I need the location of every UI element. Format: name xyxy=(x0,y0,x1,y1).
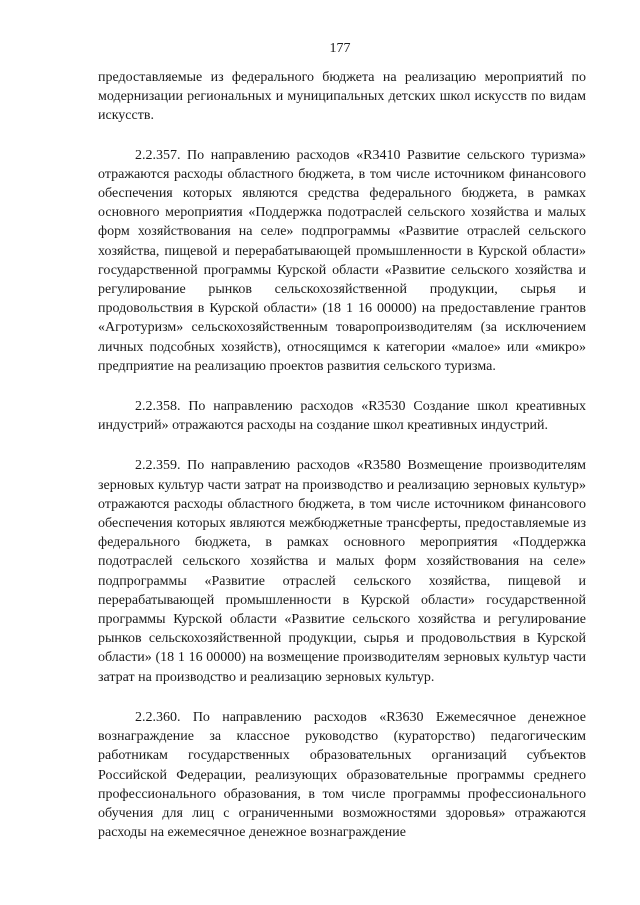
page-number: 177 xyxy=(329,41,351,56)
paragraph-2-2-357: 2.2.357. По направлению расходов «R3410 Развитие сельского туризма» отражаются расходы областного бюджета, в том числе источником финансового обеспечения которых являются средства федерального бюджета, в рамках основного мероприятия «Поддержка подотраслей сельского хозяйства и малых форм хозяйствования на селе» подпрограммы «Развитие отраслей сельского хозяйства, пищевой и перерабатывающей промышленности в Курской области» государственной программы Курской области «Развитие сельского хозяйства и регулирование рынков сельскохозяйственной продукции, сырья и продовольствия в Курской области» (18 1 16 00000) на предоставление грантов «Агротуризм» сельскохозяйственным товаропроизводителям (за исключением личных подсобных хозяйств), относящимся к категории «малое» или «микро» предприятие на реализацию проектов развития сельского туризма. xyxy=(98,147,586,374)
paragraph-continuation: предоставляемые из федерального бюджета на реализацию мероприятий по модернизации региональных и муниципальных детских школ искусств по видам искусств. xyxy=(98,70,586,124)
document-body xyxy=(98,68,586,863)
paragraph-2-2-360: 2.2.360. По направлению расходов «R3630 Ежемесячное денежное вознаграждение за классное руководство (кураторство) педагогическим работникам государственных образовательных организаций субъектов Российской Федерации, реализующих образовательные программы среднего профессионального образования, в том числе программы профессионального обучения для лиц с ограниченными возможностями здоровья» отражаются расходы на ежемесячное денежное вознаграждение xyxy=(98,709,586,841)
paragraph-2-2-358: 2.2.358. По направлению расходов «R3530 Создание школ креативных индустрий» отражаются расходы на создание школ креативных индустрий. xyxy=(98,399,586,434)
paragraph-2-2-359: 2.2.359. По направлению расходов «R3580 Возмещение производителям зерновых культур части затрат на производство и реализацию зерновых культур» отражаются расходы областного бюджета, в том числе источником финансового обеспечения которых являются межбюджетные трансферты, предоставляемые из федерального бюджета, в рамках основного мероприятия «Поддержка подотраслей сельского хозяйства и малых форм хозяйствования на селе» подпрограммы «Развитие отраслей сельского хозяйства, пищевой и перерабатывающей промышленности в Курской области» государственной программы Курской области «Развитие сельского хозяйства и регулирование рынков сельскохозяйственной продукции, сырья и продовольствия в Курской области» (18 1 16 00000) на возмещение производителям зерновых культур части затрат на производство и реализацию зерновых культур. xyxy=(98,458,586,685)
